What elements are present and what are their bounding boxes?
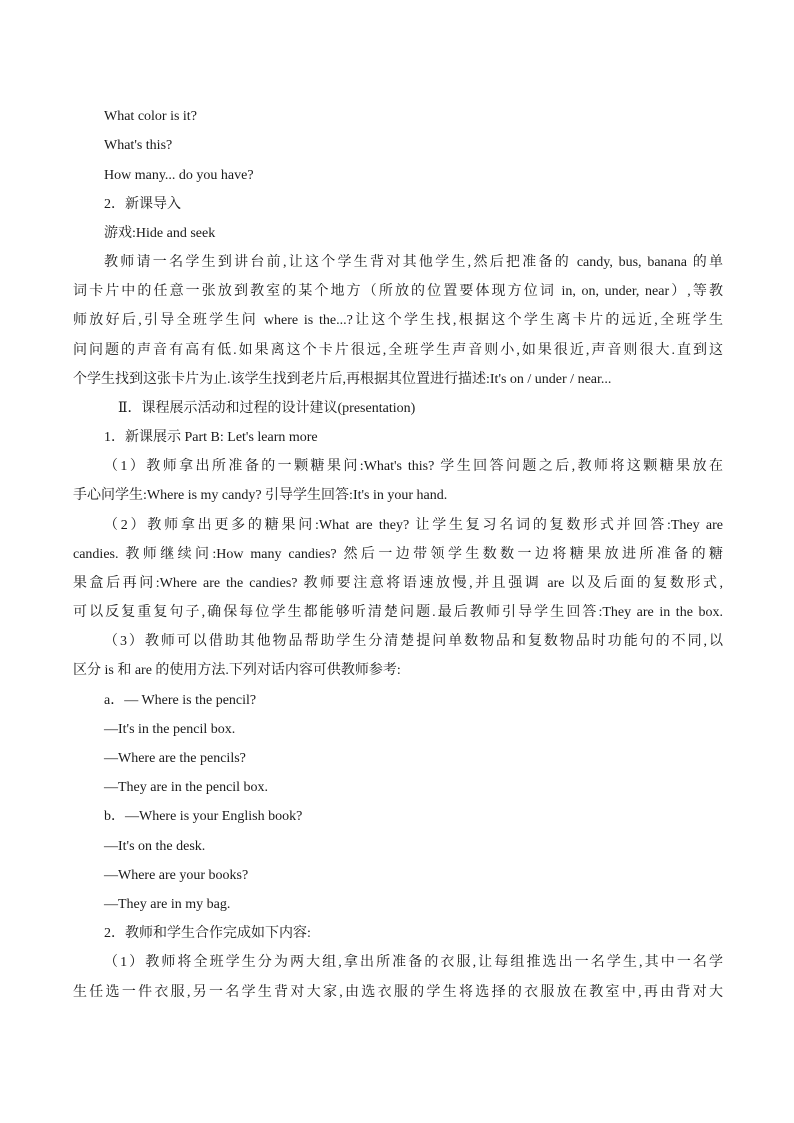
paragraph-line: （3）教师可以借助其他物品帮助学生分清楚提问单数物品和复数物品时功能句的不同,以 bbox=[104, 634, 723, 649]
section-heading: 2．新课导入 bbox=[104, 197, 181, 212]
paragraph-line: （2）教师拿出更多的糖果问:What are they? 让学生复习名词的复数形式并回答:They are bbox=[104, 518, 723, 533]
paragraph-line: （1）教师拿出所准备的一颗糖果问:What's this? 学生回答问题之后,教师将这颗糖果放在 bbox=[104, 459, 723, 474]
dialogue-line: —They are in my bag. bbox=[104, 897, 231, 912]
dialogue-line: —Where are the pencils? bbox=[104, 751, 246, 766]
section-heading: 2．教师和学生合作完成如下内容: bbox=[104, 926, 311, 941]
section-heading: Ⅱ．课程展示活动和过程的设计建议(presentation) bbox=[118, 401, 416, 416]
paragraph-line: candies. 教师继续问:How many candies? 然后一边带领学生数数一边将糖果放进所准备的糖 bbox=[73, 547, 723, 562]
text-line: What's this? bbox=[104, 138, 173, 153]
paragraph-line: 果盒后再问:Where are the candies? 教师要注意将语速放慢,并且强调 are 以及后面的复数形式, bbox=[73, 576, 723, 591]
paragraph-line: （1）教师将全班学生分为两大组,拿出所准备的衣服,让每组推选出一名学生,其中一名学 bbox=[104, 955, 723, 970]
text-line: 游戏:Hide and seek bbox=[104, 226, 216, 241]
paragraph-line: 教师请一名学生到讲台前,让这个学生背对其他学生,然后把准备的 candy, bus, banana 的单 bbox=[104, 255, 723, 270]
dialogue-line: a．— Where is the pencil? bbox=[104, 693, 257, 708]
dialogue-line: —Where are your books? bbox=[104, 868, 249, 883]
paragraph-line: 词卡片中的任意一张放到教室的某个地方（所放的位置要体现方位词 in, on, under, near）,等教 bbox=[73, 284, 723, 299]
paragraph-line: 问问题的声音有高有低.如果离这个卡片很远,全班学生声音则小,如果很近,声音则很大.直到这 bbox=[73, 343, 723, 358]
text-line: What color is it? bbox=[104, 109, 197, 124]
paragraph-line: 师放好后,引导全班学生问 where is the...?让这个学生找,根据这个学生离卡片的远近,全班学生 bbox=[73, 313, 723, 328]
section-heading: 1．新课展示 Part B: Let's learn more bbox=[104, 430, 318, 445]
dialogue-line: —It's on the desk. bbox=[104, 839, 206, 854]
paragraph-line: 可以反复重复句子,确保每位学生都能够听清楚问题.最后教师引导学生回答:They are in the box. bbox=[73, 605, 723, 620]
paragraph-line: 区分 is 和 are 的使用方法.下列对话内容可供教师参考: bbox=[73, 663, 401, 678]
dialogue-line: —It's in the pencil box. bbox=[104, 722, 236, 737]
dialogue-line: b．—Where is your English book? bbox=[104, 809, 303, 824]
paragraph-line: 手心问学生:Where is my candy? 引导学生回答:It's in your hand. bbox=[73, 488, 448, 503]
dialogue-line: —They are in the pencil box. bbox=[104, 780, 269, 795]
paragraph-line: 生任选一件衣服,另一名学生背对大家,由选衣服的学生将选择的衣服放在教室中,再由背对大 bbox=[73, 985, 723, 1000]
text-line: How many... do you have? bbox=[104, 168, 254, 183]
paragraph-line: 个学生找到这张卡片为止.该学生找到老片后,再根据其位置进行描述:It's on / under / near... bbox=[73, 372, 612, 387]
